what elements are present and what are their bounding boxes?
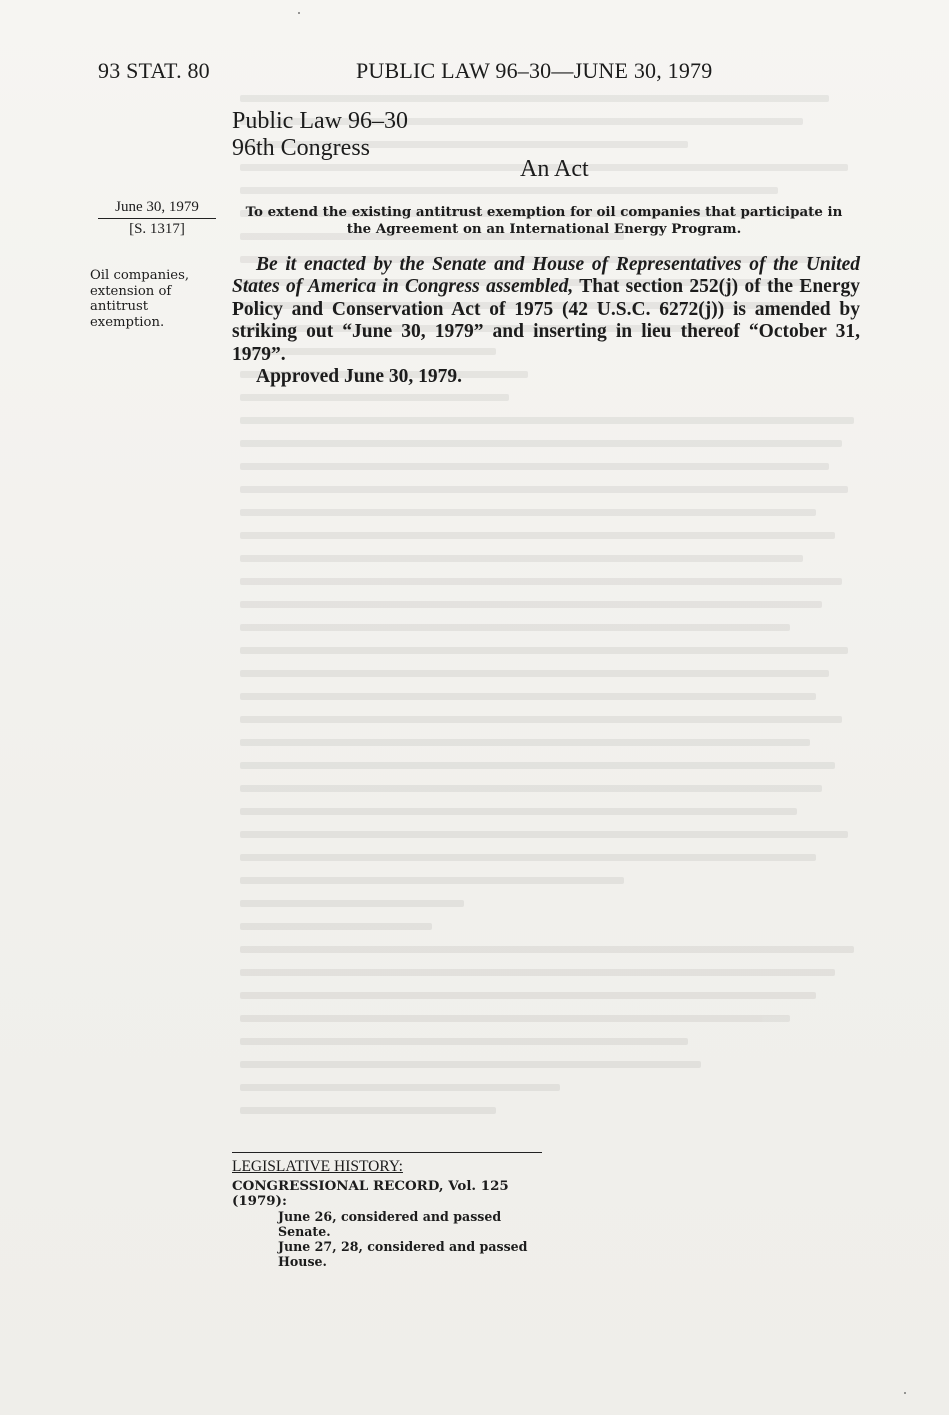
statute-citation: 93 STAT. 80 <box>98 58 210 83</box>
history-entry: June 27, 28, considered and passed House. <box>278 1239 528 1269</box>
scan-speck <box>904 1392 906 1394</box>
bill-number: [S. 1317] <box>129 221 185 237</box>
enacting-paragraph <box>232 254 860 366</box>
margin-date-block <box>98 198 216 238</box>
bleed-through-texture <box>240 95 880 1145</box>
act-purpose: To extend the existing antitrust exemption for oil companies that participate in the Agreement on an International Energy Program. <box>245 204 843 237</box>
congressional-record-citation: CONGRESSIONAL RECORD, Vol. 125 (1979): <box>232 1178 509 1209</box>
an-act-heading: An Act <box>520 156 589 182</box>
approval-date: Approved June 30, 1979. <box>256 366 463 387</box>
public-law-number: Public Law 96–30 <box>232 108 408 134</box>
enactment-date: June 30, 1979 <box>98 198 216 219</box>
title-block <box>232 108 408 162</box>
legislative-history <box>232 1152 542 1269</box>
law-and-date-header: PUBLIC LAW 96–30—JUNE 30, 1979 <box>356 58 713 83</box>
margin-subject-note: Oil companies, extension of antitrust exemption. <box>90 268 190 330</box>
legislative-history-heading: LEGISLATIVE HISTORY: <box>232 1158 403 1175</box>
enacting-clause: Be it enacted by the Senate and House of Representatives of the United States of America in Congress assembled, <box>232 254 860 298</box>
congress-number: 96th Congress <box>232 135 370 161</box>
enacting-text: That section 252(j) of the Energy Policy and Conservation Act of 1975 (42 U.S.C. 6272(j)) is amended by striking out “June 30, 1979” and inserting in lieu thereof “October 31, 1979”. <box>232 276 860 365</box>
history-entry: June 26, considered and passed Senate. <box>278 1209 502 1239</box>
scan-speck <box>298 12 300 14</box>
